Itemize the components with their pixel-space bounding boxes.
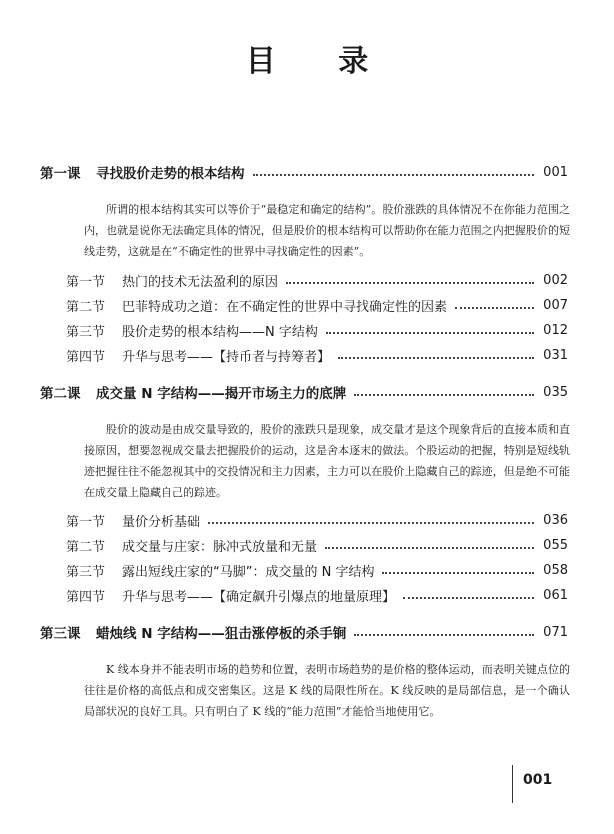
section-number: 第三节 — [66, 564, 106, 580]
footer-divider — [512, 765, 513, 803]
section-title: 露出短线庄家的“马脚”：成交量的 N 字结构 — [122, 564, 375, 580]
lesson-title: 蜡烛线 N 字结构——狙击涨停板的杀手锏 — [96, 626, 347, 642]
section-number: 第二节 — [66, 539, 106, 555]
section-number: 第三节 — [66, 324, 106, 340]
section-title: 热门的技术无法盈利的原因 — [122, 274, 279, 290]
section-page-number: 007 — [543, 297, 568, 313]
toc-section-1-3[interactable] — [0, 319, 614, 341]
dot-leader — [403, 597, 534, 599]
section-number: 第一节 — [66, 274, 106, 290]
lesson-summary: 所谓的根本结构其实可以等价于“最稳定和确定的结构”。股价涨跌的具体情况不在你能力范围之内，也就是说你无法确定具体的情况，但是股价的根本结构可以帮助你在能力范围之内把握股价的短线走势，这就是在“不确定性的世界中寻找确定性的因素”。 — [84, 203, 570, 258]
lesson-title: 寻找股价走势的根本结构 — [96, 166, 245, 182]
lesson-title: 成交量 N 字结构——揭开市场主力的底牌 — [96, 386, 347, 402]
toc-section-1-1[interactable] — [0, 269, 614, 291]
section-number: 第一节 — [66, 514, 106, 530]
toc-section-1-2[interactable] — [0, 294, 614, 316]
section-page-number: 061 — [543, 587, 568, 603]
toc-section-1-4[interactable] — [0, 344, 614, 366]
section-number: 第二节 — [66, 299, 106, 315]
toc-lesson-1[interactable] — [0, 161, 614, 183]
section-number: 第四节 — [66, 589, 106, 605]
section-page-number: 058 — [543, 562, 568, 578]
dot-leader — [354, 634, 534, 636]
section-title: 量价分析基础 — [122, 514, 201, 530]
page-title: 目 录 — [245, 44, 395, 79]
lesson-number: 第一课 — [40, 166, 81, 182]
lesson-summary: K 线本身并不能表明市场的趋势和位置，表明市场趋势的是价格的整体运动，而表明关键点位的往往是价格的高低点和成交密集区。这是 K 线的局限性所在。K 线反映的是局部信息，是一个确认局部状况的良好工具。只有明白了 K 线的“能力范围”才能恰当地使用它。 — [84, 663, 570, 718]
lesson-page-number: 071 — [543, 624, 568, 640]
section-title: 升华与思考——【确定飙升引爆点的地量原理】 — [122, 589, 396, 605]
toc-section-2-4[interactable] — [0, 584, 614, 606]
section-title: 巴菲特成功之道：在不确定性的世界中寻找确定性的因素 — [122, 299, 448, 315]
dot-leader — [455, 307, 534, 309]
toc-lesson-3[interactable] — [0, 621, 614, 643]
lesson-number: 第二课 — [40, 386, 81, 402]
section-page-number: 002 — [543, 272, 568, 288]
section-title: 升华与思考——【持币者与持筹者】 — [122, 349, 331, 365]
section-page-number: 036 — [543, 512, 568, 528]
lesson-summary: 股价的波动是由成交量导致的，股价的涨跌只是现象，成交量才是这个现象背后的直接本质和直接原因，想要忽视成交量去把握股价的运动，这是舍本逐末的做法。个股运动的把握，特别是短线轨迹把握往往不能忽视其中的交投情况和主力因素，主力可以在股价上隐藏自己的踪迹，但是绝不可能在成交量上隐藏自己的踪迹。 — [84, 423, 570, 499]
dot-leader — [286, 282, 534, 284]
section-title: 成交量与庄家：脉冲式放量和无量 — [122, 539, 318, 555]
toc-section-2-3[interactable] — [0, 559, 614, 581]
dot-leader — [208, 522, 534, 524]
toc-section-2-2[interactable] — [0, 534, 614, 556]
section-page-number: 055 — [543, 537, 568, 553]
toc-section-2-1[interactable] — [0, 509, 614, 531]
lesson-page-number: 001 — [543, 164, 568, 180]
lesson-number: 第三课 — [40, 626, 81, 642]
dot-leader — [382, 572, 534, 574]
dot-leader — [253, 174, 535, 176]
dot-leader — [338, 357, 534, 359]
dot-leader — [326, 332, 534, 334]
section-page-number: 012 — [543, 322, 568, 338]
section-number: 第四节 — [66, 349, 106, 365]
footer-page-number: 001 — [523, 772, 553, 788]
toc-lesson-2[interactable] — [0, 381, 614, 403]
dot-leader — [325, 547, 534, 549]
dot-leader — [354, 394, 534, 396]
lesson-page-number: 035 — [543, 384, 568, 400]
section-title: 股价走势的根本结构——N 字结构 — [122, 324, 318, 340]
section-page-number: 031 — [543, 347, 568, 363]
